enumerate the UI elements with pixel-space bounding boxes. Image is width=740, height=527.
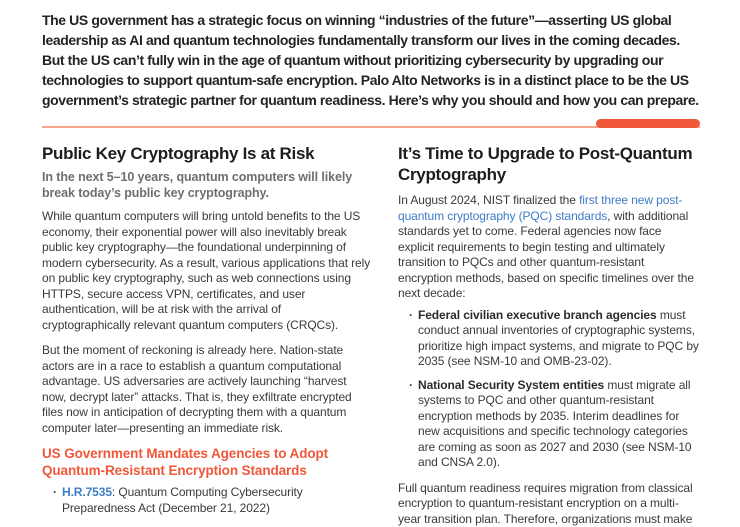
two-column-layout — [42, 143, 700, 527]
right-section-heading: It’s Time to Upgrade to Post-Quantum Cryptography — [398, 143, 700, 185]
paragraph-text: , with additional standards yet to come. Federal agencies now face explicit requirements to begin testing and ultimately transition to PQCs and other quantum-resistant encryption methods, based on specific timelines over the next decade: — [398, 209, 694, 301]
pqc-standards-link[interactable]: first three new post-quantum cryptography (PQC) standards — [398, 193, 682, 223]
paragraph-text: In August 2024, NIST finalized the — [398, 193, 579, 207]
paragraph-harvest-now: But the moment of reckoning is already here. Nation-state actors are in a race to establish a quantum computational advantage. US adversaries are actively launching “harvest now, decrypt later” attacks. That is, they exfiltrate encrypted files now in anticipation of decrypting them with a quantum computer later—presenting an immediate risk. — [42, 343, 372, 436]
left-section-heading: Public Key Cryptography Is at Risk — [42, 143, 372, 164]
right-column — [398, 143, 700, 527]
list-item-federal-civilian — [409, 308, 700, 370]
list-item-national-security — [409, 378, 700, 471]
list-item-text: : Quantum Computing Cybersecurity Preparedness Act (December 21, 2022) — [62, 485, 303, 515]
hr7535-link[interactable]: H.R.7535 — [62, 485, 112, 499]
list-item-lead: National Security System entities — [418, 378, 604, 392]
list-item-hr7535 — [53, 485, 372, 516]
mandates-heading: US Government Mandates Agencies to Adopt Quantum-Resistant Encryption Standards — [42, 445, 372, 479]
paragraph-full-readiness: Full quantum readiness requires migration from classical encryption to quantum-resistant encryption on a multi-year transition plan. Therefore, organizations must make — [398, 481, 700, 527]
paragraph-quantum-benefits: While quantum computers will bring untold benefits to the US economy, their exponential power will also inevitably break public key cryptography—the foundational underpinning of modern cybersecurity. As a result, various applications that rely on public key cryptography, such as web connections using HTTPS, secure access VPN, certificates, and user authentication, will be at risk with the arrival of cryptographically relevant quantum computers (CRQCs). — [42, 209, 372, 333]
list-item-text: must conduct annual inventories of cryptographic systems, prioritize high impact systems, and migrate to PQC by 2035 (see NSM-10 and OMB-23-02). — [418, 308, 699, 369]
left-column — [42, 143, 372, 527]
mandates-list — [42, 485, 372, 516]
left-section-subhead: In the next 5–10 years, quantum computers will likely break today’s public key cryptography. — [42, 170, 372, 201]
intro-paragraph: The US government has a strategic focus on winning “industries of the future”—asserting US global leadership as AI and quantum technologies fundamentally transform our lives in the coming decades. But the US can’t fully win in the age of quantum without prioritizing cybersecurity by upgrading our technologies to support quantum-safe encryption. Palo Alto Networks is in a distinct place to be the US government’s strategic partner for quantum readiness. Here’s why you should and how you can prepare. — [42, 10, 700, 110]
section-divider — [42, 119, 700, 128]
list-item-lead: Federal civilian executive branch agencies — [418, 308, 657, 322]
paragraph-nist-standards — [398, 193, 700, 302]
divider-accent-pill — [596, 119, 700, 128]
list-item-text: must migrate all systems to PQC and other quantum-resistant encryption methods by 2035. Interim deadlines for new acquisitions and specific technology categories are coming as soon as 2027 and 2030 (see NSM-10 and CNSA 2.0). — [418, 378, 691, 470]
timelines-list — [398, 308, 700, 471]
